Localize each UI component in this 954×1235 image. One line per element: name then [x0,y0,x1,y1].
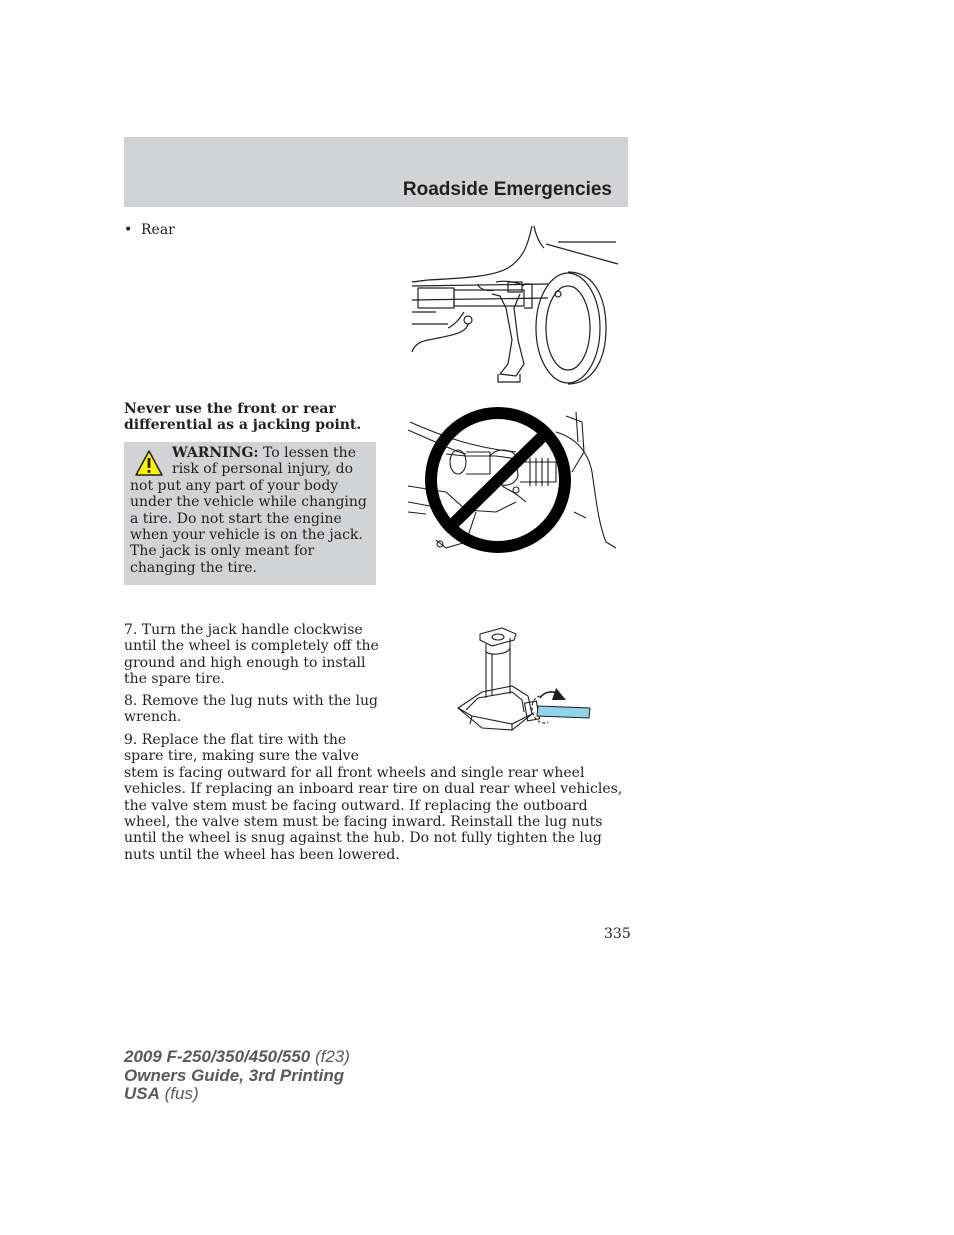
step-9 [124,732,632,863]
rear-jack-point-illustration [408,224,620,386]
footer-printing: Owners Guide, 3rd Printing [124,1065,345,1085]
footer-model-code: (f23) [310,1047,350,1066]
caution-note: Never use the front or rear differential as a jacking point. [124,401,362,434]
bullet-label: Rear [141,222,175,238]
footer-model: 2009 F-250/350/450/550 [124,1047,311,1066]
bullet-item-rear [124,222,175,238]
footer-market: USA [124,1084,160,1103]
bullet-dot: • [124,222,133,238]
no-differential-jacking-illustration [406,402,620,562]
section-header [124,137,628,207]
step-9-first-line: 9. Replace the flat tire with the spare tire, making sure the valve [124,732,359,765]
warning-text [130,445,374,576]
footer-market-code: (fus) [159,1084,199,1103]
jack-handle-illustration [452,624,594,734]
section-title: Roadside Emergencies [402,179,612,200]
footer-imprint [124,1048,350,1104]
step-7: 7. Turn the jack handle clockwise until the wheel is completely off the ground and high enough to install the spare tire. [124,622,379,688]
step-9-continuation: stem is facing outward for all front wheels and single rear wheel vehicles. If replacing an inboard rear tire on dual rear wheel vehicles, the valve stem must be facing outward. If replacing the outboard wheel, the valve stem must be facing inward. Reinstall the lug nuts until the wheel is snug against the hub. Do not fully tighten the lug nuts until the wheel has been lowered. [124,764,623,863]
warning-box [124,442,376,585]
step-8: 8. Remove the lug nuts with the lug wrench. [124,693,378,726]
warning-body: To lessen the risk of personal injury, do not put any part of your body under the vehicle while changing a tire. Do not start the engine when your vehicle is on the jack. The jack is only meant for changing the tire. [130,445,367,576]
warning-label: WARNING: [172,445,259,461]
page-number: 335 [604,926,631,942]
